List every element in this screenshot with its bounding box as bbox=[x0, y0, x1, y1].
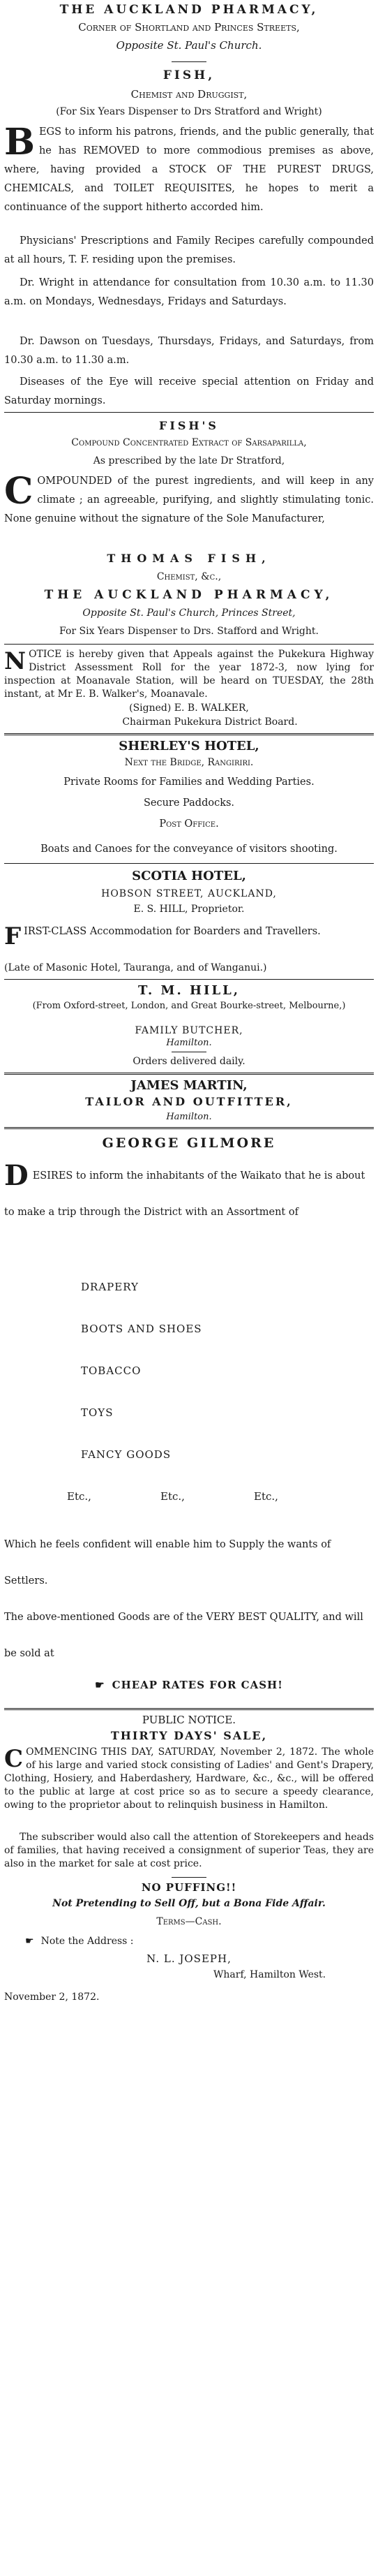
joseph-terms: Terms—Cash. bbox=[156, 1916, 222, 1927]
notice-signed: (Signed) E. B. WALKER, bbox=[129, 702, 249, 714]
drop-cap: F bbox=[4, 922, 22, 950]
martin-town: Hamilton. bbox=[166, 1112, 212, 1122]
joseph-date: November 2, 1872. bbox=[4, 1992, 100, 2003]
joseph-not-pretending: Not Pretending to Sell Off, but a Bona Fide Affair. bbox=[52, 1898, 326, 1909]
sherleys-line-4: Boats and Canoes for the conveyance of visitors shooting. bbox=[40, 844, 338, 855]
section-rule bbox=[4, 979, 374, 980]
joseph-heading: PUBLIC NOTICE. bbox=[142, 1714, 236, 1726]
short-rule bbox=[172, 1877, 206, 1878]
pharmacy-paragraph-3: Dr. Wright in attendance for consultation from 10.30 a.m. to 11.30 a.m. on Mondays, Wednesdays, Fridays and Saturdays. bbox=[4, 277, 374, 307]
joseph-no-puffing: NO PUFFING!! bbox=[141, 1881, 237, 1894]
sherleys-location: Next the Bridge, Rangiriri. bbox=[124, 757, 254, 768]
sarsaparilla-opposite: Opposite St. Paul's Church, Princes Street, bbox=[82, 608, 296, 619]
drop-cap: C bbox=[4, 470, 33, 513]
sarsaparilla-body: COMPOUNDED of the purest ingredients, and will keep in any climate ; an agreeable, purifying, and slightly stimulating tonic. None genuine without the signature of the Sole Manufacturer, bbox=[4, 470, 374, 524]
scotia-body: FIRST-CLASS Accommodation for Boarders and Travellers. bbox=[4, 922, 321, 950]
section-rule bbox=[4, 863, 374, 864]
section-rule bbox=[4, 1073, 374, 1075]
joseph-body: COMMENCING THIS DAY, SATURDAY, November 2, 1872. The whole of his large and varied stock consisting of Ladies' and Gent's Drapery, Clothing, Hosiery, and Haberdashery, Hardware, &c., &c., will be offered to the public at large at cost price so as to secure a speedy clearance, owing to the proprietor about to relinquish business in Hamilton. bbox=[4, 1745, 374, 1811]
drop-cap: D bbox=[4, 1159, 29, 1192]
notice-body: NOTICE is hereby given that Appeals against the Pukekura Highway District Assessment Roll for the year 1872-3, now lying for inspection at Moanavale Station, will be heard on TUESDAY, the 28th instant, at Mr E. B. Walker's, Moanavale. bbox=[4, 647, 374, 700]
scotia-late: (Late of Masonic Hotel, Tauranga, and of Wanganui.) bbox=[4, 962, 267, 973]
pharmacy-title: THE AUCKLAND PHARMACY, bbox=[59, 3, 319, 17]
sherleys-line-2: Secure Paddocks. bbox=[143, 797, 235, 809]
hill-title: T. M. HILL, bbox=[137, 983, 241, 998]
pharmacy-profession: Chemist and Druggist, bbox=[130, 88, 248, 101]
notice-chairman: Chairman Pukekura District Board. bbox=[122, 716, 298, 728]
scotia-proprietor: E. S. HILL, Proprietor. bbox=[133, 904, 245, 915]
short-rule bbox=[172, 61, 206, 62]
sarsaparilla-subtitle: Compound Concentrated Extract of Sarsaparilla, bbox=[71, 437, 307, 448]
martin-title: JAMES MARTIN, bbox=[130, 1078, 248, 1093]
pharmacy-paragraph-4: Dr. Dawson on Tuesdays, Thursdays, Fridays, and Saturdays, from 10.30 a.m. to 11.30 a.m. bbox=[4, 336, 374, 366]
sherleys-line-3: Post Office. bbox=[159, 818, 219, 830]
pointing-hand-icon: ☛ bbox=[95, 1679, 105, 1691]
pointing-hand-icon: ☛ bbox=[25, 1936, 34, 1947]
gilmore-intro: DESIRES to inform the inhabitants of the Waikato that he is about to make a trip through the District with an Assortment of bbox=[4, 1159, 365, 1218]
pharmacy-address: Corner of Shortland and Princes Streets, bbox=[78, 21, 300, 34]
gilmore-item-fancy-goods: FANCY GOODS bbox=[81, 1448, 172, 1461]
gilmore-quality: The above-mentioned Goods are of the VERY BEST QUALITY, and will be sold at bbox=[4, 1612, 363, 1659]
sarsaparilla-credentials: For Six Years Dispenser to Drs. Stafford and Wright. bbox=[59, 626, 319, 637]
section-rule bbox=[4, 1127, 374, 1129]
gilmore-cheap-rates: ☛ CHEAP RATES FOR CASH! bbox=[95, 1679, 283, 1691]
drop-cap: C bbox=[4, 1745, 24, 1773]
gilmore-item-toys: TOYS bbox=[81, 1406, 114, 1419]
pharmacy-credentials: (For Six Years Dispenser to Drs Stratford and Wright) bbox=[56, 106, 322, 117]
martin-trade: TAILOR AND OUTFITTER, bbox=[85, 1095, 293, 1108]
gilmore-etc-1: Etc., bbox=[67, 1490, 91, 1503]
drop-cap: B bbox=[4, 121, 35, 163]
joseph-body-2: The subscriber would also call the attention of Storekeepers and heads of families, that having received a consignment of superior Teas, they are also in the market for sale at cost price. bbox=[4, 1832, 374, 1869]
pharmacy-paragraph-2: Physicians' Prescriptions and Family Recipes carefully compounded at all hours, T. F. residing upon the premises. bbox=[4, 235, 374, 265]
joseph-note: ☛ Note the Address : bbox=[25, 1936, 134, 1947]
joseph-address: Wharf, Hamilton West. bbox=[213, 1969, 326, 1980]
pharmacy-name: FISH, bbox=[162, 68, 216, 82]
section-rule bbox=[4, 733, 374, 735]
scotia-title: SCOTIA HOTEL, bbox=[132, 869, 246, 883]
gilmore-item-drapery: DRAPERY bbox=[81, 1281, 139, 1293]
gilmore-etc-3: Etc., bbox=[254, 1490, 278, 1503]
pharmacy-paragraph-1: BEGS to inform his patrons, friends, and the public generally, that he has REMOVED to more commodious premises as above, where, having provided a STOCK OF THE PUREST DRUGS, CHEMICALS, and TOILET REQUISITES, he hopes to merit a continuance of the support hitherto accorded him. bbox=[4, 121, 374, 213]
hill-orders: Orders delivered daily. bbox=[133, 1056, 245, 1067]
gilmore-item-boots: BOOTS AND SHOES bbox=[81, 1323, 202, 1335]
section-rule bbox=[4, 412, 374, 413]
pharmacy-opposite: Opposite St. Paul's Church. bbox=[116, 39, 262, 52]
sarsaparilla-prescribed: As prescribed by the late Dr Stratford, bbox=[93, 455, 285, 466]
pharmacy-paragraph-5: Diseases of the Eye will receive special attention on Friday and Saturday mornings. bbox=[4, 376, 374, 406]
gilmore-etc-2: Etc., bbox=[160, 1490, 185, 1503]
joseph-name: N. L. JOSEPH, bbox=[146, 1952, 232, 1965]
section-rule bbox=[4, 644, 374, 645]
gilmore-title: GEORGE GILMORE bbox=[102, 1135, 276, 1151]
gilmore-confident: Which he feels confident will enable him to Supply the wants of Settlers. bbox=[4, 1539, 331, 1587]
joseph-sale: THIRTY DAYS' SALE, bbox=[110, 1729, 268, 1742]
section-rule bbox=[4, 1708, 374, 1710]
sarsaparilla-maker-title: Chemist, &c., bbox=[156, 571, 222, 582]
hill-from: (From Oxford-street, London, and Great Bourke-street, Melbourne,) bbox=[32, 1001, 346, 1011]
hill-town: Hamilton. bbox=[166, 1038, 212, 1048]
sherleys-line-1: Private Rooms for Families and Wedding Parties. bbox=[63, 777, 315, 788]
hill-trade: FAMILY BUTCHER, bbox=[135, 1025, 243, 1036]
sherleys-title: SHERLEY'S HOTEL, bbox=[119, 739, 259, 753]
gilmore-item-tobacco: TOBACCO bbox=[81, 1364, 142, 1377]
sarsaparilla-title: FISH'S bbox=[159, 419, 219, 432]
drop-cap: N bbox=[4, 647, 27, 675]
sarsaparilla-maker: THOMAS FISH, bbox=[107, 552, 271, 565]
sarsaparilla-pharmacy: THE AUCKLAND PHARMACY, bbox=[44, 588, 334, 602]
scotia-address: HOBSON STREET, AUCKLAND, bbox=[101, 888, 277, 899]
